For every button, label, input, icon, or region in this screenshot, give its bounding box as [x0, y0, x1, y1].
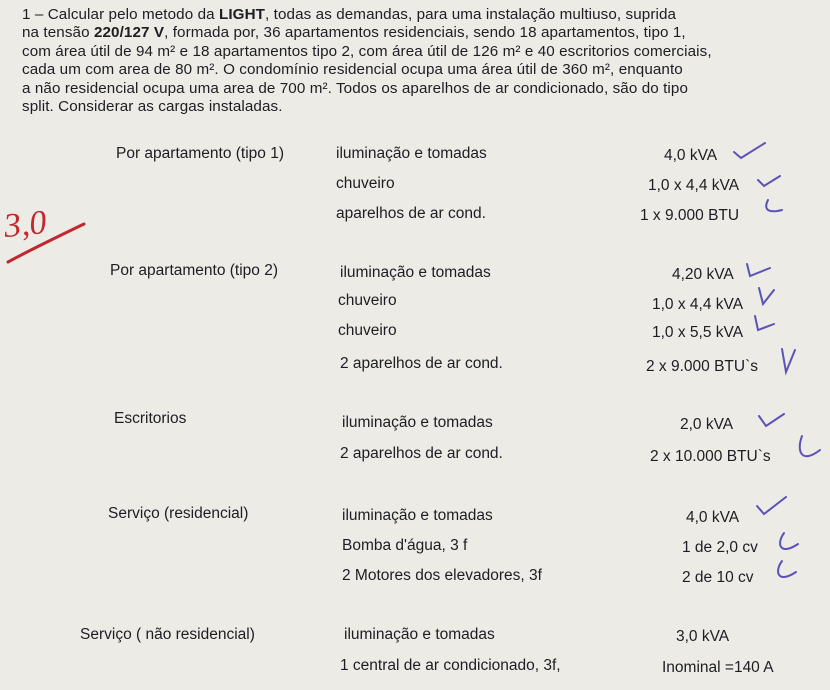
value-label: 3,0 kVA: [676, 628, 730, 645]
group-label-escritorios: Escritorios: [114, 410, 187, 427]
item-label: chuveiro: [338, 292, 397, 309]
check-mark-icon: [732, 140, 768, 162]
value-label: 4,0 kVA: [686, 509, 740, 526]
question-line-5: a não residencial ocupa uma area de 700 m². Todos os aparelhos de ar condicionado, são do tipo: [22, 79, 688, 97]
item-label: aparelhos de ar cond.: [336, 205, 486, 222]
check-mark-icon: [796, 432, 824, 466]
check-mark-icon: [756, 410, 786, 430]
value-label: 2 x 9.000 BTU`s: [646, 358, 758, 375]
check-mark-icon: [776, 530, 802, 558]
question-line-3: com área útil de 94 m² e 18 apartamentos tipo 2, com área útil de 126 m² e 40 escritorios comerciais,: [22, 42, 712, 60]
value-label: 1 x 9.000 BTU: [640, 207, 740, 224]
value-label: 4,0 kVA: [664, 147, 718, 164]
question-line-4: cada um com area de 80 m². O condomínio residencial ocupa uma área útil de 360 m², enquanto: [22, 61, 683, 79]
item-label: iluminação e tomadas: [340, 264, 491, 281]
grade-underline-stroke: [0, 220, 90, 270]
value-label: 2 de 10 cv: [682, 569, 754, 586]
handwritten-grade: 3,0: [2, 203, 49, 246]
question-line-6: split. Considerar as cargas instaladas.: [22, 98, 283, 116]
item-label: iluminação e tomadas: [342, 507, 493, 524]
group-label-tipo2: Por apartamento (tipo 2): [110, 262, 279, 279]
value-label: 2 x 10.000 BTU`s: [650, 448, 771, 465]
item-label: iluminação e tomadas: [344, 626, 495, 643]
check-mark-icon: [762, 196, 784, 218]
check-mark-icon: [744, 258, 772, 280]
item-label: iluminação e tomadas: [336, 145, 487, 162]
item-label: iluminação e tomadas: [342, 414, 493, 431]
check-mark-icon: [754, 494, 788, 518]
item-label: Bomba d'água, 3 f: [342, 537, 468, 554]
value-label: 1,0 x 4,4 kVA: [652, 296, 744, 313]
item-label: 2 Motores dos elevadores, 3f: [342, 567, 542, 584]
question-text: [22, 6, 822, 116]
item-label: chuveiro: [338, 322, 397, 339]
check-mark-icon: [778, 346, 798, 376]
value-label: 1,0 x 5,5 kVA: [652, 324, 744, 341]
check-mark-icon: [774, 558, 800, 586]
value-label: 4,20 kVA: [672, 266, 734, 283]
question-line-1: 1 – Calcular pelo metodo da LIGHT, todas as demandas, para uma instalação multiuso, suprida: [22, 6, 677, 23]
item-label: 2 aparelhos de ar cond.: [340, 355, 503, 372]
question-line-2: na tensão 220/127 V, formada por, 36 apartamentos residenciais, sendo 18 apartamentos, tipo 1,: [22, 24, 686, 42]
group-label-servico-residencial: Serviço (residencial): [108, 505, 249, 522]
item-label: chuveiro: [336, 175, 395, 192]
value-label: 1,0 x 4,4 kVA: [648, 177, 740, 194]
value-label: 2,0 kVA: [680, 416, 734, 433]
check-mark-icon: [752, 314, 776, 334]
check-mark-icon: [756, 286, 776, 308]
check-mark-icon: [756, 172, 782, 190]
item-label: 2 aparelhos de ar cond.: [340, 445, 503, 462]
group-label-tipo1: Por apartamento (tipo 1): [116, 145, 285, 162]
item-label: 1 central de ar condicionado, 3f,: [340, 657, 561, 674]
value-label: Inominal =140 A: [662, 659, 774, 676]
value-label: 1 de 2,0 cv: [682, 539, 758, 556]
group-label-servico-nao-residencial: Serviço ( não residencial): [80, 626, 255, 643]
